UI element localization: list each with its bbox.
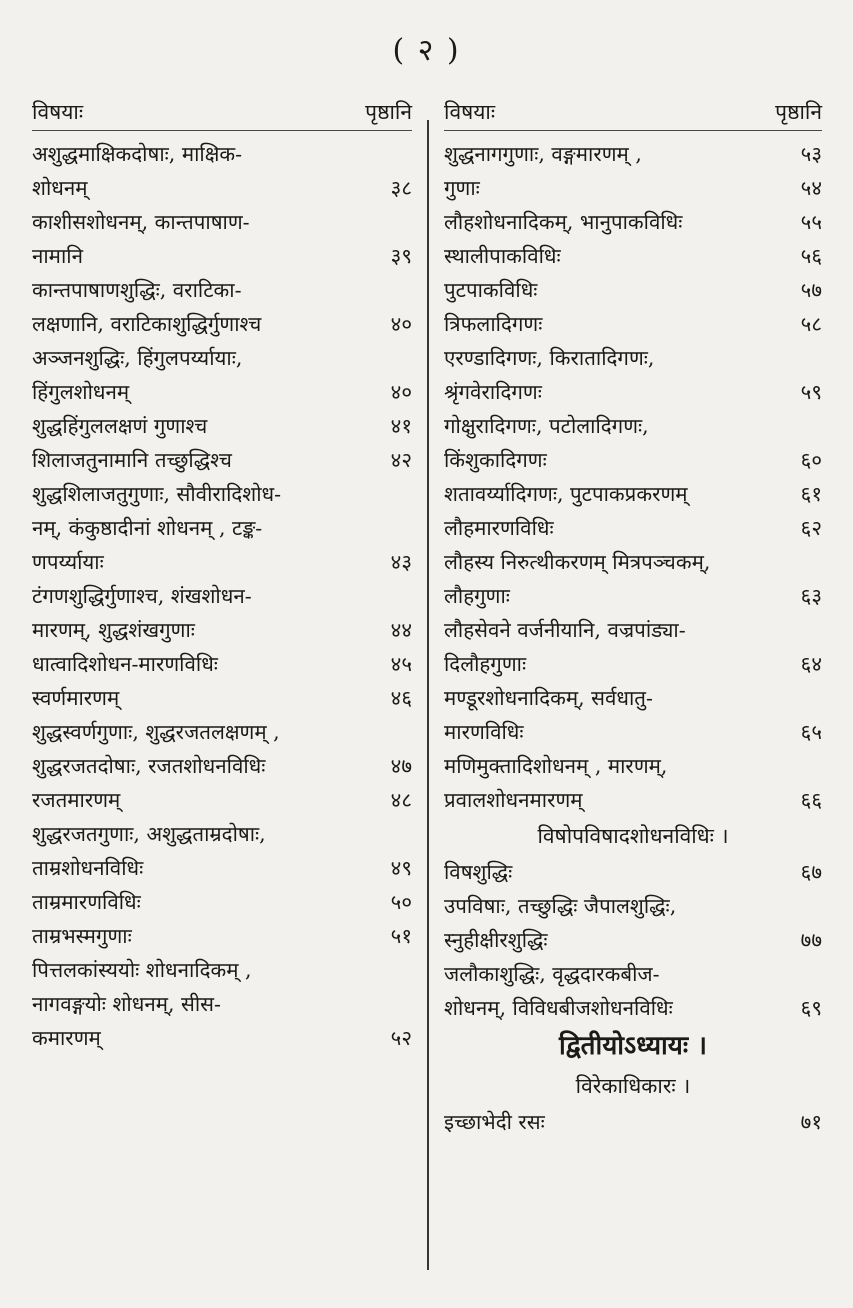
toc-entry xyxy=(32,137,412,171)
toc-entry xyxy=(444,957,822,991)
toc-entry xyxy=(444,477,822,511)
toc-entry xyxy=(444,443,822,477)
toc-entry xyxy=(32,987,412,1021)
toc-entry xyxy=(444,647,822,681)
toc-entry xyxy=(444,307,822,341)
toc-entry xyxy=(444,137,822,171)
entry-text: टंगणशुद्धिर्गुणाश्च, शंखशोधन- xyxy=(32,584,252,608)
entry-page-number: ४१ xyxy=(390,414,412,438)
toc-entry xyxy=(444,923,822,957)
toc-entry xyxy=(32,205,412,239)
chapter-title: द्वितीयोऽध्यायः । xyxy=(558,1031,708,1061)
entry-page-number: ६१ xyxy=(800,482,822,506)
toc-entry xyxy=(444,783,822,817)
toc-entry xyxy=(32,851,412,885)
entry-page-number: ४८ xyxy=(390,788,412,812)
toc-entry xyxy=(32,375,412,409)
entry-text: पित्तलकांस्ययोः शोधनादिकम् , xyxy=(32,958,252,982)
entry-text: स्थालीपाकविधिः xyxy=(444,244,561,268)
entry-text: स्वर्णमारणम् xyxy=(32,686,120,710)
entry-text: णपर्य्यायाः xyxy=(32,550,104,574)
entry-text: अशुद्धमाक्षिकदोषाः, माक्षिक- xyxy=(32,142,243,166)
entry-page-number: ६९ xyxy=(800,996,822,1020)
entry-page-number: ६४ xyxy=(800,652,822,676)
entry-text: विषशुद्धिः xyxy=(444,860,513,884)
entry-page-number: ४३ xyxy=(390,550,412,574)
toc-entry xyxy=(32,273,412,307)
entry-text: कान्तपाषाणशुद्धिः, वराटिका- xyxy=(32,278,242,302)
entry-page-number: ४७ xyxy=(390,754,412,778)
entry-text: मणिमुक्तादिशोधनम् , मारणम्, xyxy=(444,754,668,778)
entry-page-number: ५६ xyxy=(800,244,822,268)
entry-text: नागवङ्गयोः शोधनम्, सीस- xyxy=(32,992,221,1016)
entry-text: हिंगुलशोधनम् xyxy=(32,380,130,404)
entry-text: त्रिफलादिगणः xyxy=(444,312,543,336)
toc-entry xyxy=(32,749,412,783)
left-column xyxy=(32,94,412,1055)
entry-text: शुद्धशिलाजतुगुणाः, सौवीरादिशोध- xyxy=(32,482,282,506)
entry-page-number: ५० xyxy=(390,890,412,914)
toc-entry xyxy=(444,341,822,375)
entry-page-number: ४२ xyxy=(390,448,412,472)
toc-entry xyxy=(32,953,412,987)
toc-entry xyxy=(444,205,822,239)
entry-text: मारणविधिः xyxy=(444,720,524,744)
entry-page-number: ४० xyxy=(390,312,412,336)
entry-text: शुद्धरजतदोषाः, रजतशोधनविधिः xyxy=(32,754,266,778)
toc-entry xyxy=(32,341,412,375)
toc-entry xyxy=(32,885,412,919)
toc-entry xyxy=(32,715,412,749)
entry-text: ताम्रशोधनविधिः xyxy=(32,856,144,880)
entry-text: गुणाः xyxy=(444,176,480,200)
right-header xyxy=(444,94,822,131)
toc-entry xyxy=(444,579,822,613)
column-divider xyxy=(427,120,429,1270)
entry-text: लौहमारणविधिः xyxy=(444,516,554,540)
entry-page-number: ५९ xyxy=(800,380,822,404)
section-heading: विरेकाधिकारः । xyxy=(575,1074,691,1098)
toc-entry xyxy=(32,307,412,341)
entry-page-number: ६० xyxy=(800,448,822,472)
entry-page-number: ४० xyxy=(390,380,412,404)
toc-entry xyxy=(444,715,822,749)
entry-text: ताम्रमारणविधिः xyxy=(32,890,141,914)
entry-page-number: ४६ xyxy=(390,686,412,710)
toc-entry xyxy=(444,511,822,545)
entry-text: कमारणम् xyxy=(32,1026,101,1050)
toc-entry xyxy=(444,375,822,409)
toc-entry xyxy=(444,545,822,579)
entry-text: मारणम्, शुद्धशंखगुणाः xyxy=(32,618,195,642)
entry-page-number: ६२ xyxy=(800,516,822,540)
entry-page-number: ६५ xyxy=(800,720,822,744)
toc-entry xyxy=(444,991,822,1025)
toc-entry xyxy=(32,919,412,953)
entry-text: शुद्धस्वर्णगुणाः, शुद्धरजतलक्षणम् , xyxy=(32,720,280,744)
toc-entry xyxy=(32,681,412,715)
pages-heading: पृष्ठानि xyxy=(365,100,412,124)
toc-entry xyxy=(32,579,412,613)
entry-text: उपविषाः, तच्छुद्धिः जैपालशुद्धिः, xyxy=(444,894,677,918)
entry-text: एरण्डादिगणः, किरातादिगणः, xyxy=(444,346,655,370)
toc-entry xyxy=(32,613,412,647)
entry-page-number: ३८ xyxy=(390,176,412,200)
entry-text: जलौकाशुद्धिः, वृद्धदारकबीज- xyxy=(444,962,660,986)
entry-page-number: ६३ xyxy=(800,584,822,608)
toc-entry xyxy=(32,409,412,443)
entry-text: शतावर्य्यादिगणः, पुटपाकप्रकरणम् xyxy=(444,482,688,506)
entry-text: शुद्धरजतगुणाः, अशुद्धताम्रदोषाः, xyxy=(32,822,266,846)
toc-entry xyxy=(444,171,822,205)
entry-text: काशीसशोधनम्, कान्तपाषाण- xyxy=(32,210,250,234)
entry-page-number: ६७ xyxy=(800,860,822,884)
toc-entry xyxy=(444,613,822,647)
toc-entry xyxy=(444,239,822,273)
entry-text: शिलाजतुनामानि तच्छुद्धिश्च xyxy=(32,448,232,472)
entry-text: शोधनम्, विविधबीजशोधनविधिः xyxy=(444,996,673,1020)
toc-entry xyxy=(444,409,822,443)
entry-text: धात्वादिशोधन-मारणविधिः xyxy=(32,652,218,676)
toc-entry xyxy=(32,1021,412,1055)
toc-entry xyxy=(32,647,412,681)
toc-entry xyxy=(444,681,822,715)
entry-page-number: ५५ xyxy=(800,210,822,234)
toc-entry xyxy=(32,783,412,817)
toc-entry xyxy=(32,239,412,273)
entry-text: किंशुकादिगणः xyxy=(444,448,547,472)
toc-entry xyxy=(32,545,412,579)
entry-text: लौहशोधनादिकम्, भानुपाकविधिः xyxy=(444,210,683,234)
entry-text: इच्छाभेदी रसः xyxy=(444,1110,545,1134)
entry-text: अञ्जनशुद्धिः, हिंगुलपर्य्यायाः, xyxy=(32,346,243,370)
entry-text: लक्षणानि, वराटिकाशुद्धिर्गुणाश्च xyxy=(32,312,262,336)
right-entry-list xyxy=(444,137,822,817)
toc-entry xyxy=(444,749,822,783)
entry-page-number: ४४ xyxy=(390,618,412,642)
entry-text: लौहसेवने वर्जनीयानि, वज्रपांड्या- xyxy=(444,618,686,642)
entry-page-number: ४९ xyxy=(390,856,412,880)
entry-text: प्रवालशोधनमारणम् xyxy=(444,788,583,812)
entry-text: लौहस्य निरुत्थीकरणम् मित्रपञ्चकम्, xyxy=(444,550,711,574)
right-column xyxy=(444,94,822,1139)
entry-page-number: ५७ xyxy=(800,278,822,302)
toc-entry xyxy=(32,477,412,511)
entry-page-number: ५२ xyxy=(390,1026,412,1050)
subject-heading: विषयाः xyxy=(444,100,496,124)
toc-entry xyxy=(444,855,822,889)
left-header xyxy=(32,94,412,131)
right-entry-list-2 xyxy=(444,855,822,1025)
entry-page-number: ५३ xyxy=(800,142,822,166)
right-entry-list-3 xyxy=(444,1105,822,1139)
entry-text: पुटपाकविधिः xyxy=(444,278,538,302)
toc-entry xyxy=(32,817,412,851)
toc-entry xyxy=(444,1105,822,1139)
entry-text: नम्, कंकुष्ठादीनां शोधनम् , टङ्क- xyxy=(32,516,263,540)
entry-page-number: ३९ xyxy=(390,244,412,268)
toc-entry xyxy=(32,171,412,205)
entry-text: ताम्रभस्मगुणाः xyxy=(32,924,132,948)
toc-entry xyxy=(32,511,412,545)
entry-text: नामानि xyxy=(32,244,83,268)
entry-page-number: ५१ xyxy=(390,924,412,948)
entry-page-number: ५४ xyxy=(800,176,822,200)
toc-entry xyxy=(444,889,822,923)
entry-text: गोक्षुरादिगणः, पटोलादिगणः, xyxy=(444,414,649,438)
entry-text: रजतमारणम् xyxy=(32,788,121,812)
page-number: ( २ ) xyxy=(392,33,461,68)
entry-text: शोधनम् xyxy=(32,176,88,200)
entry-text: दिलौहगुणाः xyxy=(444,652,527,676)
toc-entry xyxy=(444,273,822,307)
entry-text: श्रृंगवेरादिगणः xyxy=(444,380,542,404)
entry-page-number: ५८ xyxy=(800,312,822,336)
entry-page-number: ७१ xyxy=(800,1110,822,1134)
section-heading: विषोपविषादशोधनविधिः । xyxy=(537,824,729,848)
toc-entry xyxy=(32,443,412,477)
entry-text: शुद्धनागगुणाः, वङ्गमारणम् , xyxy=(444,142,642,166)
entry-page-number: ४५ xyxy=(390,652,412,676)
entry-text: मण्डूरशोधनादिकम्, सर्वधातु- xyxy=(444,686,653,710)
entry-text: लौहगुणाः xyxy=(444,584,510,608)
subject-heading: विषयाः xyxy=(32,100,84,124)
entry-page-number: ६६ xyxy=(800,788,822,812)
pages-heading: पृष्ठानि xyxy=(775,100,822,124)
left-entry-list xyxy=(32,137,412,1055)
entry-text: स्नुहीक्षीरशुद्धिः xyxy=(444,928,548,952)
entry-text: शुद्धहिंगुललक्षणं गुणाश्च xyxy=(32,414,208,438)
entry-page-number: ७७ xyxy=(800,928,822,952)
